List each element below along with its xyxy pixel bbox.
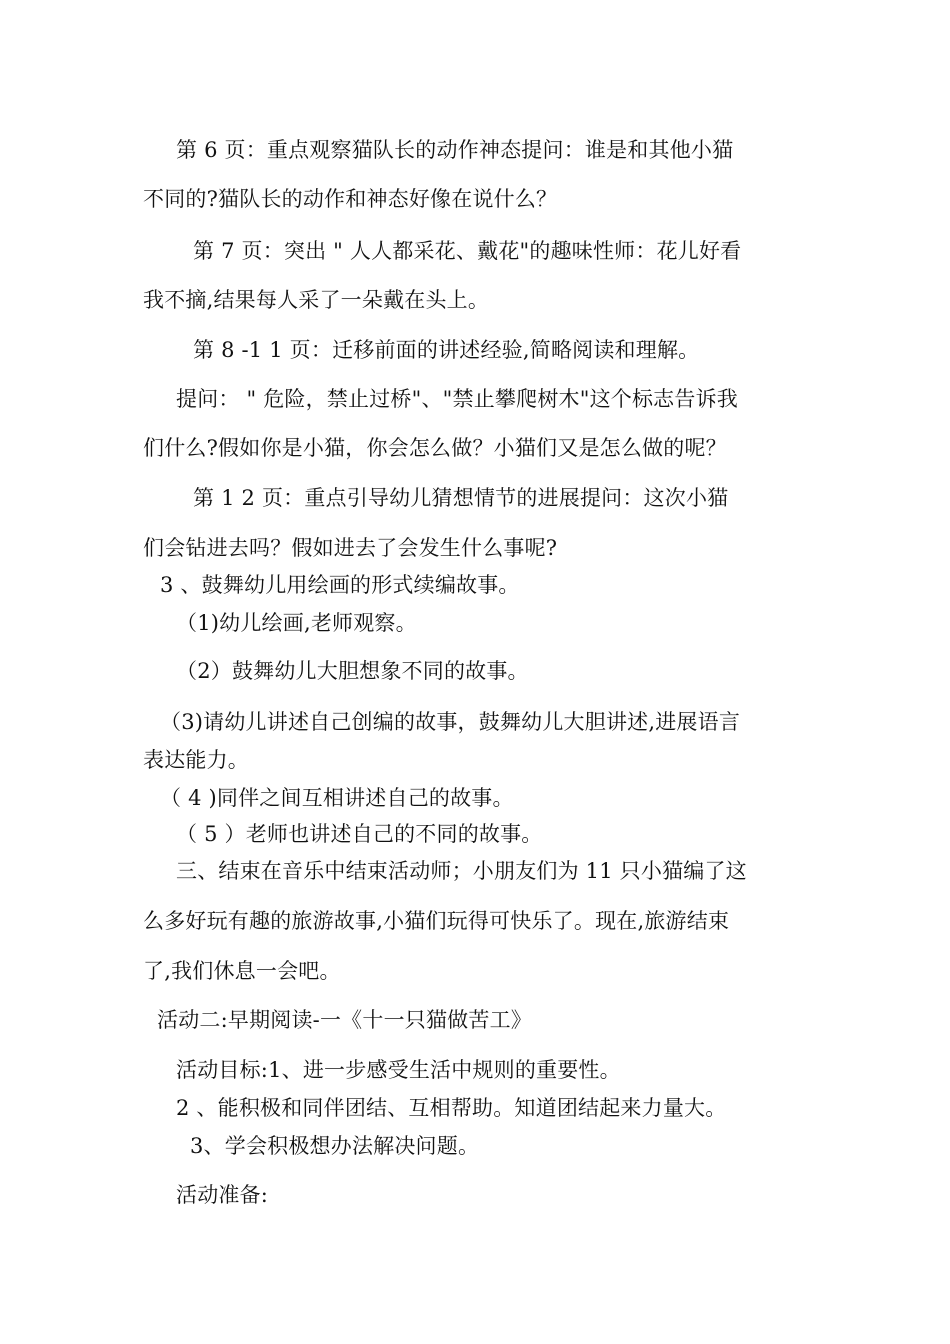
text-line: 不同的?猫队长的动作和神态好像在说什么？ <box>143 187 558 211</box>
text-line: （ 4 )同伴之间互相讲述自己的故事。 <box>160 786 514 810</box>
text-line: 第 7 页：突出 " 人人都采花、戴花"的趣味性师：花儿好看 <box>193 239 742 263</box>
text-line: 提问： " 危险，禁止过桥"、"禁止攀爬树木"这个标志告诉我 <box>176 387 738 411</box>
text-line: 3、学会积极想办法解决问题。 <box>190 1134 480 1158</box>
text-line: 活动二:早期阅读-一《十一只猫做苦工》 <box>157 1008 532 1032</box>
text-line: 2 、能积极和同伴团结、互相帮助。知道团结起来力量大。 <box>176 1096 727 1120</box>
text-line: 们会钻进去吗？假如进去了会发生什么事呢? <box>143 536 558 560</box>
text-line: 表达能力。 <box>143 748 249 772</box>
text-line: 第 8 -1 1 页：迁移前面的讲述经验,简略阅读和理解。 <box>193 338 700 362</box>
text-line: 3 、鼓舞幼儿用绘画的形式续编故事。 <box>160 573 520 597</box>
text-line: 活动准备: <box>176 1183 269 1207</box>
text-line: 活动目标:1、进一步感受生活中规则的重要性。 <box>176 1058 621 1082</box>
text-line: （1)幼儿绘画,老师观察。 <box>176 611 417 635</box>
text-line: 们什么?假如你是小猫，你会怎么做？小猫们又是怎么做的呢？ <box>143 436 727 460</box>
text-line: 第 1 2 页：重点引导幼儿猜想情节的进展提问：这次小猫 <box>193 486 729 510</box>
text-line: （ 5 ）老师也讲述自己的不同的故事。 <box>176 822 543 846</box>
text-line: （3)请幼儿讲述自己创编的故事，鼓舞幼儿大胆讲述,进展语言 <box>160 710 741 734</box>
text-line: 么多好玩有趣的旅游故事,小猫们玩得可快乐了。现在,旅游结束 <box>143 909 730 933</box>
text-line: 了,我们休息一会吧。 <box>143 959 341 983</box>
text-line: 三、结束在音乐中结束活动师；小朋友们为 11 只小猫编了这 <box>176 859 747 883</box>
text-line: 第 6 页：重点观察猫队长的动作神态提问：谁是和其他小猫 <box>176 138 734 162</box>
text-line: （2）鼓舞幼儿大胆想象不同的故事。 <box>176 659 529 683</box>
text-line: 我不摘,结果每人采了一朵戴在头上。 <box>143 288 490 312</box>
